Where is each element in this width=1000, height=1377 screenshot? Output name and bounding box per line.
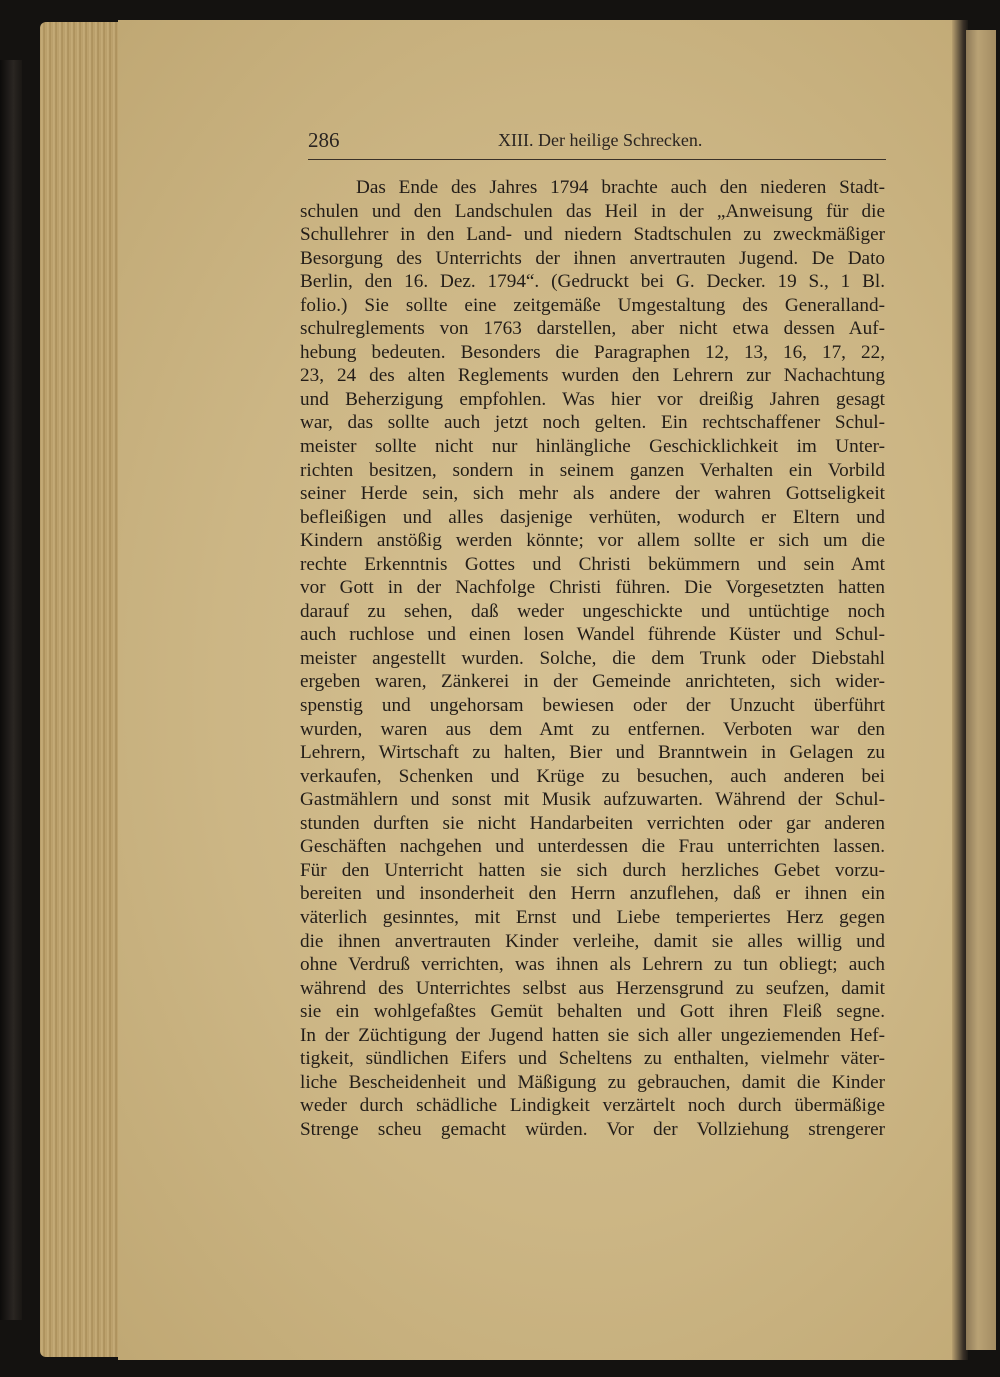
- text-line: war, das sollte auch jetzt noch gelten. Ein rechtschaffener Schul-: [300, 412, 885, 434]
- text-line: Für den Unterricht hatten sie sich durch herzliches Gebet vorzu-: [300, 859, 885, 881]
- text-line: bereiten und insonderheit den Herrn anzuflehen, daß er ihnen ein: [300, 883, 885, 905]
- text-line: Berlin, den 16. Dez. 1794“. (Gedruckt bei G. Decker. 19 S., 1 Bl.: [300, 271, 885, 293]
- text-line: väterlich gesinntes, mit Ernst und Liebe temperiertes Herz gegen: [300, 906, 885, 928]
- text-line: sie ein wohlgefaßtes Gemüt behalten und Gott ihren Fleiß segne.: [300, 1001, 885, 1023]
- text-line: auch ruchlose und einen losen Wandel führende Küster und Schul-: [300, 624, 885, 646]
- header-rule: [308, 159, 886, 160]
- page-header: [308, 128, 886, 156]
- text-line: vor Gott in der Nachfolge Christi führen. Die Vorgesetzten hatten: [300, 577, 885, 599]
- text-line: tigkeit, sündlichen Eifers und Scheltens zu enthalten, vielmehr väter-: [300, 1048, 885, 1070]
- text-line: und Beherzigung empfohlen. Was hier vor dreißig Jahren gesagt: [300, 388, 885, 410]
- text-line: schulreglements von 1763 darstellen, aber nicht etwa dessen Auf-: [300, 318, 885, 340]
- text-line: verkaufen, Schenken und Krüge zu besuchen, auch anderen bei: [300, 765, 885, 787]
- text-line: Besorgung des Unterrichts der ihnen anvertrauten Jugend. De Dato: [300, 247, 885, 269]
- text-line: Kindern anstößig werden könnte; vor allem sollte er sich um die: [300, 530, 885, 552]
- text-line: ohne Verdruß verrichten, was ihnen als Lehrern zu tun obliegt; auch: [300, 954, 885, 976]
- text-line: darauf zu sehen, daß weder ungeschickte und untüchtige noch: [300, 600, 885, 622]
- text-line: weder durch schädliche Lindigkeit verzärtelt noch durch übermäßige: [300, 1095, 885, 1117]
- facing-page-edge: [966, 30, 996, 1350]
- text-line: Geschäften nachgehen und unterdessen die Frau unterrichten lassen.: [300, 836, 885, 858]
- text-line: die ihnen anvertrauten Kinder verleihe, damit sie alles willig und: [300, 930, 885, 952]
- text-line: In der Züchtigung der Jugend hatten sie sich aller ungeziemenden Hef-: [300, 1024, 885, 1046]
- page-number: 286: [308, 128, 340, 152]
- book-cover-edge: [0, 60, 22, 1320]
- text-line: 23, 24 des alten Reglements wurden den Lehrern zur Nachachtung: [300, 365, 885, 387]
- text-line: seiner Herde sein, sich mehr als andere der wahren Gottseligkeit: [300, 483, 885, 505]
- text-line: meister angestellt wurden. Solche, die dem Trunk oder Diebstahl: [300, 647, 885, 669]
- text-line: liche Bescheidenheit und Mäßigung zu gebrauchen, damit die Kinder: [300, 1071, 885, 1093]
- text-line: während des Unterrichtes selbst aus Herzensgrund zu seufzen, damit: [300, 977, 885, 999]
- text-line: rechte Erkenntnis Gottes und Christi bekümmern und sein Amt: [300, 553, 885, 575]
- text-line: spenstig und ungehorsam bewiesen oder der Unzucht überführt: [300, 695, 885, 717]
- text-line: stunden durften sie nicht Handarbeiten verrichten oder gar anderen: [300, 812, 885, 834]
- text-line: Strenge scheu gemacht würden. Vor der Vollziehung strengerer: [300, 1118, 885, 1140]
- running-head: XIII. Der heilige Schrecken.: [498, 130, 703, 150]
- text-line: folio.) Sie sollte eine zeitgemäße Umgestaltung des Generalland-: [300, 294, 885, 316]
- text-line: wurden, waren aus dem Amt zu entfernen. Verboten war den: [300, 718, 885, 740]
- text-line: Gastmählern und sonst mit Musik aufzuwarten. Während der Schul-: [300, 789, 885, 811]
- text-line: befleißigen und alles dasjenige verhüten, wodurch er Eltern und: [300, 506, 885, 528]
- text-line: schulen und den Landschulen das Heil in der „Anweisung für die: [300, 200, 885, 222]
- text-line: richten besitzen, sondern in seinem ganzen Verhalten ein Vorbild: [300, 459, 885, 481]
- text-line: meister sollte nicht nur hinlängliche Geschicklichkeit im Unter-: [300, 436, 885, 458]
- text-line: Lehrern, Wirtschaft zu halten, Bier und Branntwein in Gelagen zu: [300, 742, 885, 764]
- text-line: hebung bedeuten. Besonders die Paragraphen 12, 13, 16, 17, 22,: [300, 341, 885, 363]
- body-paragraph: [300, 176, 885, 1141]
- text-line: Das Ende des Jahres 1794 brachte auch den niederen Stadt-: [356, 177, 885, 198]
- text-line: ergeben waren, Zänkerei in der Gemeinde anrichteten, sich wider-: [300, 671, 885, 693]
- text-line: Schullehrer in den Land- und niedern Stadtschulen zu zweckmäßiger: [300, 224, 885, 246]
